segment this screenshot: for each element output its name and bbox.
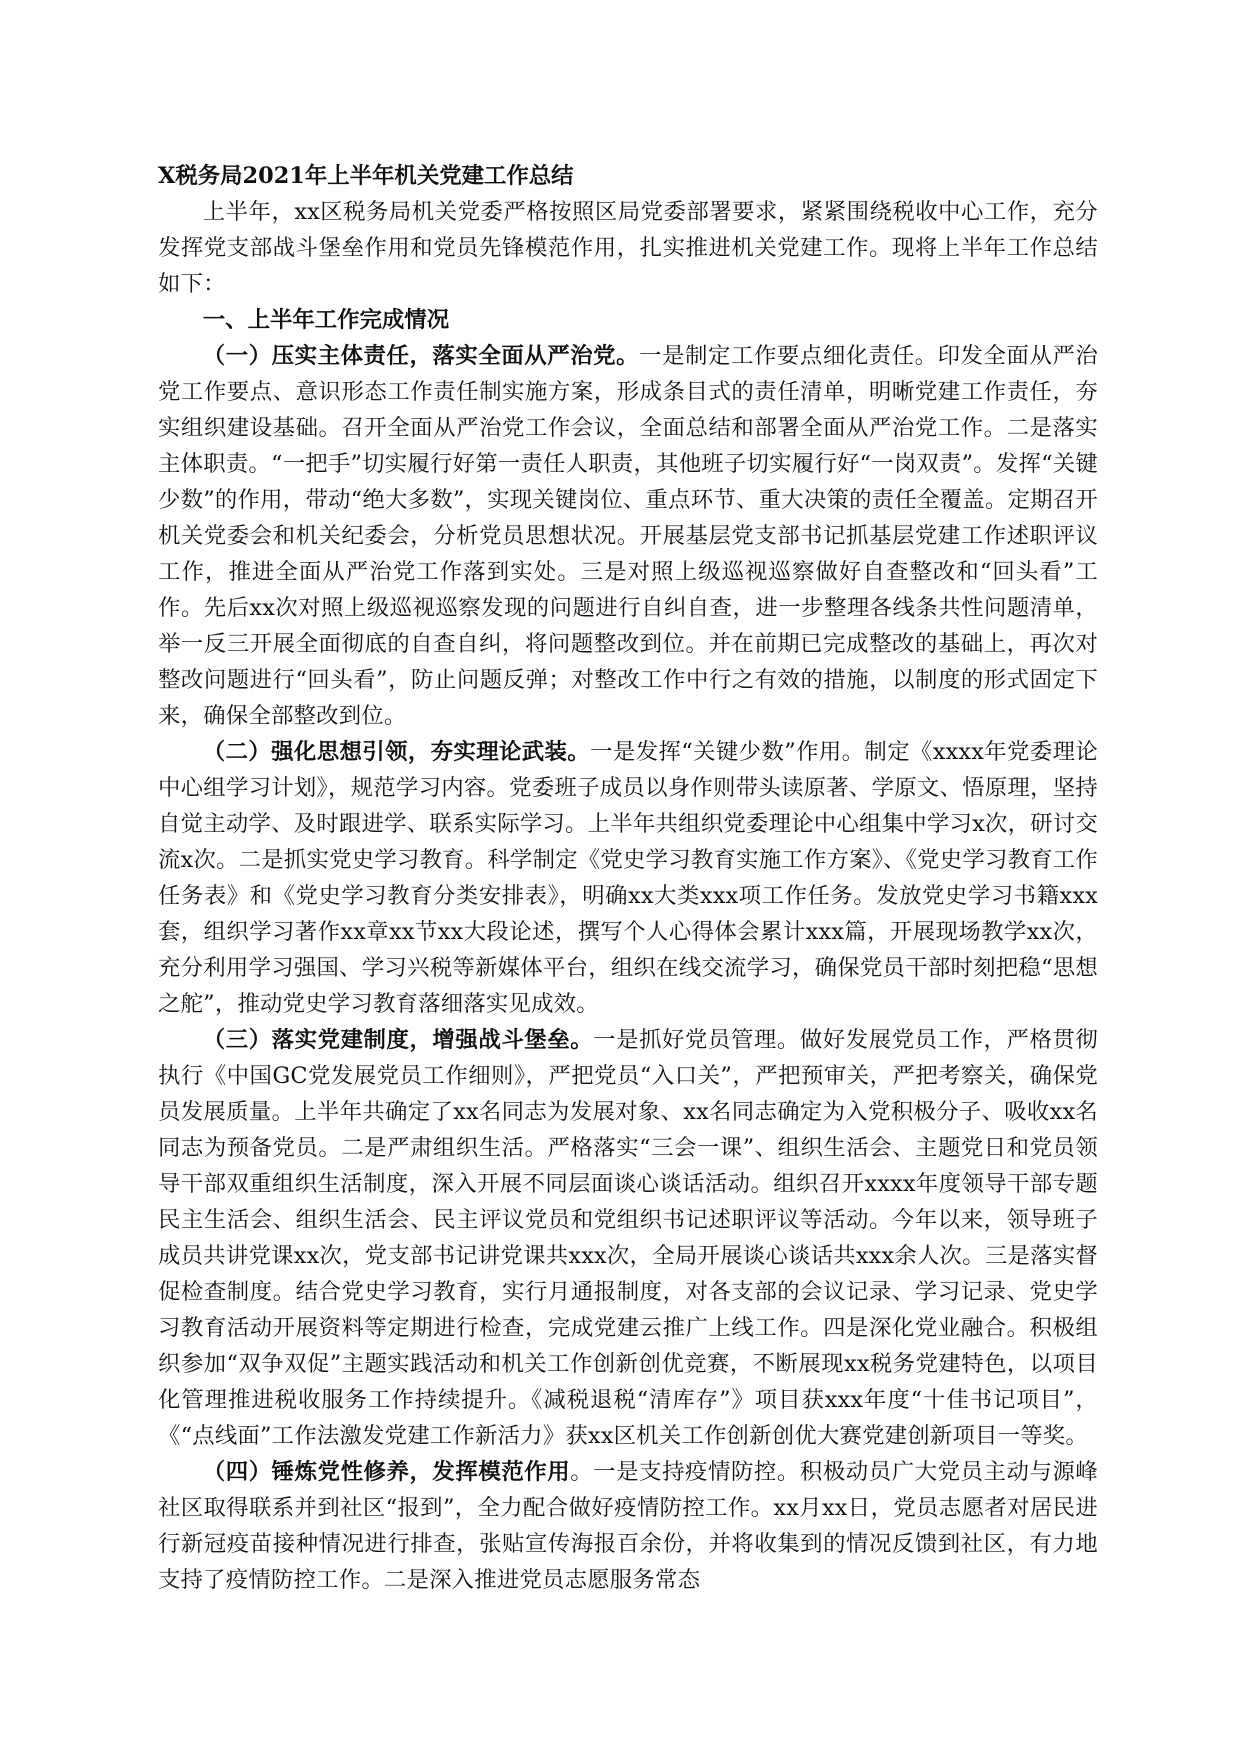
subsection-paragraph (158, 734, 1098, 1022)
subsection-body: 。一是支持疫情防控。积极动员广大党员主动与源峰社区取得联系并到社区“报到”，全力配合做好疫情防控工作。xx月xx日，党员志愿者对居民进行新冠疫苗接种情况进行排查，张贴宣传海报百余份，并将收集到的情况反馈到社区，有力地支持了疫情防控工作。二是深入推进党员志愿服务常态 (158, 1459, 1098, 1593)
subsection-paragraph (158, 1454, 1098, 1598)
subsection-lead: （四）锤炼党性修养，发挥模范作用 (202, 1459, 571, 1485)
subsection-paragraph (158, 1022, 1098, 1454)
subsection-lead: （三）落实党建制度，增强战斗堡垒。 (202, 1027, 594, 1053)
document-title: X税务局2021年上半年机关党建工作总结 (158, 163, 574, 189)
document-page (158, 158, 1098, 1598)
subsection-body: 一是制定工作要点细化责任。印发全面从严治党工作要点、意识形态工作责任制实施方案，形成条目式的责任清单，明晰党建工作责任，夯实组织建设基础。召开全面从严治党工作会议，全面总结和部署全面从严治党工作。二是落实主体职责。“一把手”切实履行好第一责任人职责，其他班子切实履行好“一岗双责”。发挥“关键少数”的作用，带动“绝大多数”，实现关键岗位、重点环节、重大决策的责任全覆盖。定期召开机关党委会和机关纪委会，分析党员思想状况。开展基层党支部书记抓基层党建工作述职评议工作，推进全面从严治党工作落到实处。三是对照上级巡视巡察做好自查整改和“回头看”工作。先后xx次对照上级巡视巡察发现的问题进行自纠自查，进一步整理各线条共性问题清单，举一反三开展全面彻底的自查自纠，将问题整改到位。并在前期已完成整改的基础上，再次对整改问题进行“回头看”，防止问题反弹；对整改工作中行之有效的措施，以制度的形式固定下来，确保全部整改到位。 (158, 343, 1098, 729)
subsection-body: 一是抓好党员管理。做好发展党员工作，严格贯彻执行《中国GC党发展党员工作细则》，严把党员“入口关”，严把预审关，严把考察关，确保党员发展质量。上半年共确定了xx名同志为发展对象、xx名同志确定为入党积极分子、吸收xx名同志为预备党员。二是严肃组织生活。严格落实“三会一课”、组织生活会、主题党日和党员领导干部双重组织生活制度，深入开展不同层面谈心谈话活动。组织召开xxxx年度领导干部专题民主生活会、组织生活会、民主评议党员和党组织书记述职评议等活动。今年以来，领导班子成员共讲党课xx次，党支部书记讲党课共xxx次，全局开展谈心谈话共xxx余人次。三是落实督促检查制度。结合党史学习教育，实行月通报制度，对各支部的会议记录、学习记录、党史学习教育活动开展资料等定期进行检查，完成党建云推广上线工作。四是深化党业融合。积极组织参加“双争双促”主题实践活动和机关工作创新创优竞赛，不断展现xx税务党建特色，以项目化管理推进税收服务工作持续提升。《减税退税“清库存”》项目获xxx年度“十佳书记项目”，《“点线面”工作法激发党建工作新活力》获xx区机关工作创新创优大赛党建创新项目一等奖。 (158, 1027, 1098, 1449)
intro-paragraph: 上半年，xx区税务局机关党委严格按照区局党委部署要求，紧紧围绕税收中心工作，充分发挥党支部战斗堡垒作用和党员先锋模范作用，扎实推进机关党建工作。现将上半年工作总结如下： (158, 199, 1098, 297)
subsection-paragraph (158, 338, 1098, 734)
section-heading: 一、上半年工作完成情况 (202, 307, 450, 333)
subsection-lead: （二）强化思想引领，夯实理论武装。 (202, 739, 591, 765)
subsection-body: 一是发挥“关键少数”作用。制定《xxxx年党委理论中心组学习计划》，规范学习内容。党委班子成员以身作则带头读原著、学原文、悟原理，坚持自觉主动学、及时跟进学、联系实际学习。上半年共组织党委理论中心组集中学习x次，研讨交流x次。二是抓实党史学习教育。科学制定《党史学习教育实施工作方案》、《党史学习教育工作任务表》和《党史学习教育分类安排表》，明确xx大类xxx项工作任务。发放党史学习书籍xxx套，组织学习著作xx章xx节xx大段论述，撰写个人心得体会累计xxx篇，开展现场教学xx次，充分利用学习强国、学习兴税等新媒体平台，组织在线交流学习，确保党员干部时刻把稳“思想之舵”，推动党史学习教育落细落实见成效。 (158, 739, 1099, 1017)
subsection-lead: （一）压实主体责任，落实全面从严治党。 (202, 343, 640, 369)
